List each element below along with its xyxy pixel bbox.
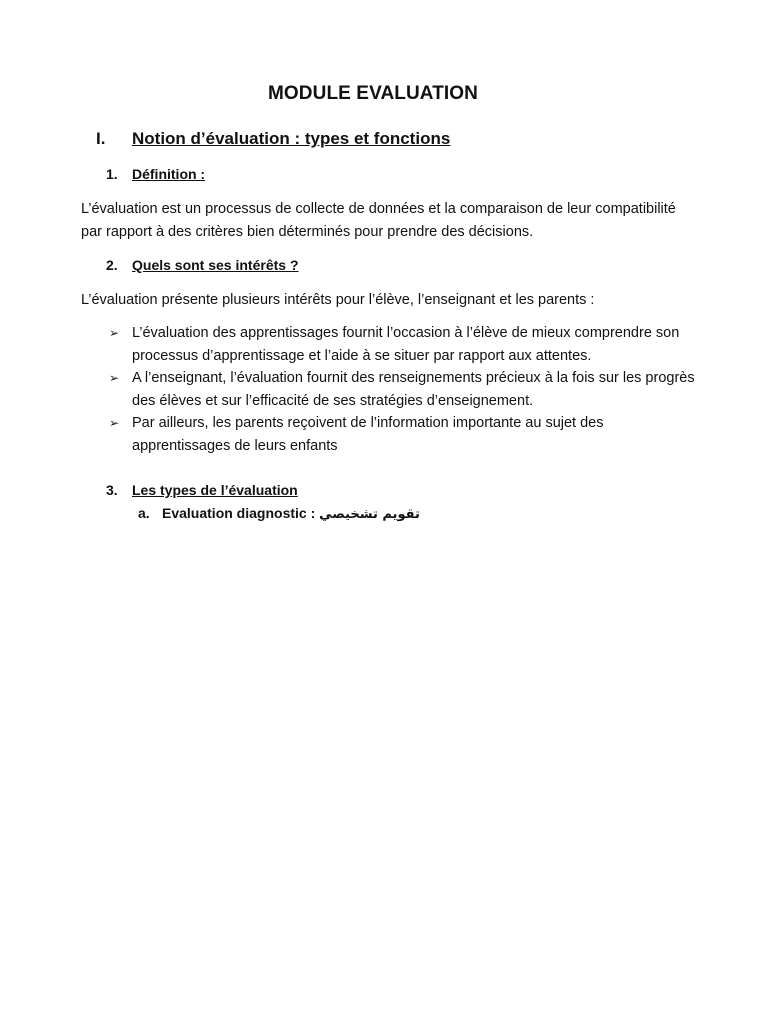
list-item-text: A l’enseignant, l’évaluation fournit des renseignements précieux à la fois sur les progrès des élèves et sur l’efficacité de ses stratégies d’enseignement. <box>132 370 695 409</box>
interets-bullet-list <box>109 322 699 457</box>
arrow-bullet-icon: ➢ <box>109 416 120 430</box>
arrow-bullet-icon: ➢ <box>109 326 120 340</box>
section-number: I. <box>96 129 106 148</box>
subsection-title: Définition : <box>132 166 206 182</box>
section-title: Notion d’évaluation : types et fonctions <box>132 129 451 148</box>
subsection-title: Les types de l’évaluation <box>132 482 298 498</box>
subsection-number: 3. <box>106 482 118 498</box>
list-item-text: L’évaluation des apprentissages fournit l’occasion à l’élève de mieux comprendre son processus d’apprentissage et l’aide à se situer par rapport aux attentes. <box>132 325 680 364</box>
subsection-title: Quels sont ses intérêts ? <box>132 257 299 273</box>
arrow-bullet-icon: ➢ <box>109 371 120 385</box>
subsubsection-label: Evaluation diagnostic : <box>162 505 320 521</box>
list-item <box>109 367 699 412</box>
subsection-types-heading <box>106 482 298 498</box>
list-item <box>109 322 699 367</box>
document-title: MODULE EVALUATION <box>268 83 478 104</box>
arabic-term: تقويم تشخيصي <box>319 507 420 522</box>
subsection-interets-heading <box>106 257 299 273</box>
list-item-text: Par ailleurs, les parents reçoivent de l’information importante au sujet des apprentissages de leurs enfants <box>132 415 604 454</box>
subsection-definition-heading <box>106 166 205 182</box>
definition-paragraph: L’évaluation est un processus de collecte de données et la comparaison de leur compatibilité par rapport à des critères bien déterminés pour prendre des décisions. <box>81 201 676 240</box>
list-item <box>109 412 699 457</box>
evaluation-diagnostic-heading <box>138 505 420 522</box>
section-heading <box>96 129 450 149</box>
subsection-number: 2. <box>106 257 118 273</box>
subsubsection-letter: a. <box>138 505 150 521</box>
interets-intro-paragraph: L’évaluation présente plusieurs intérêts pour l’élève, l’enseignant et les parents : <box>81 292 595 308</box>
subsection-number: 1. <box>106 166 118 182</box>
